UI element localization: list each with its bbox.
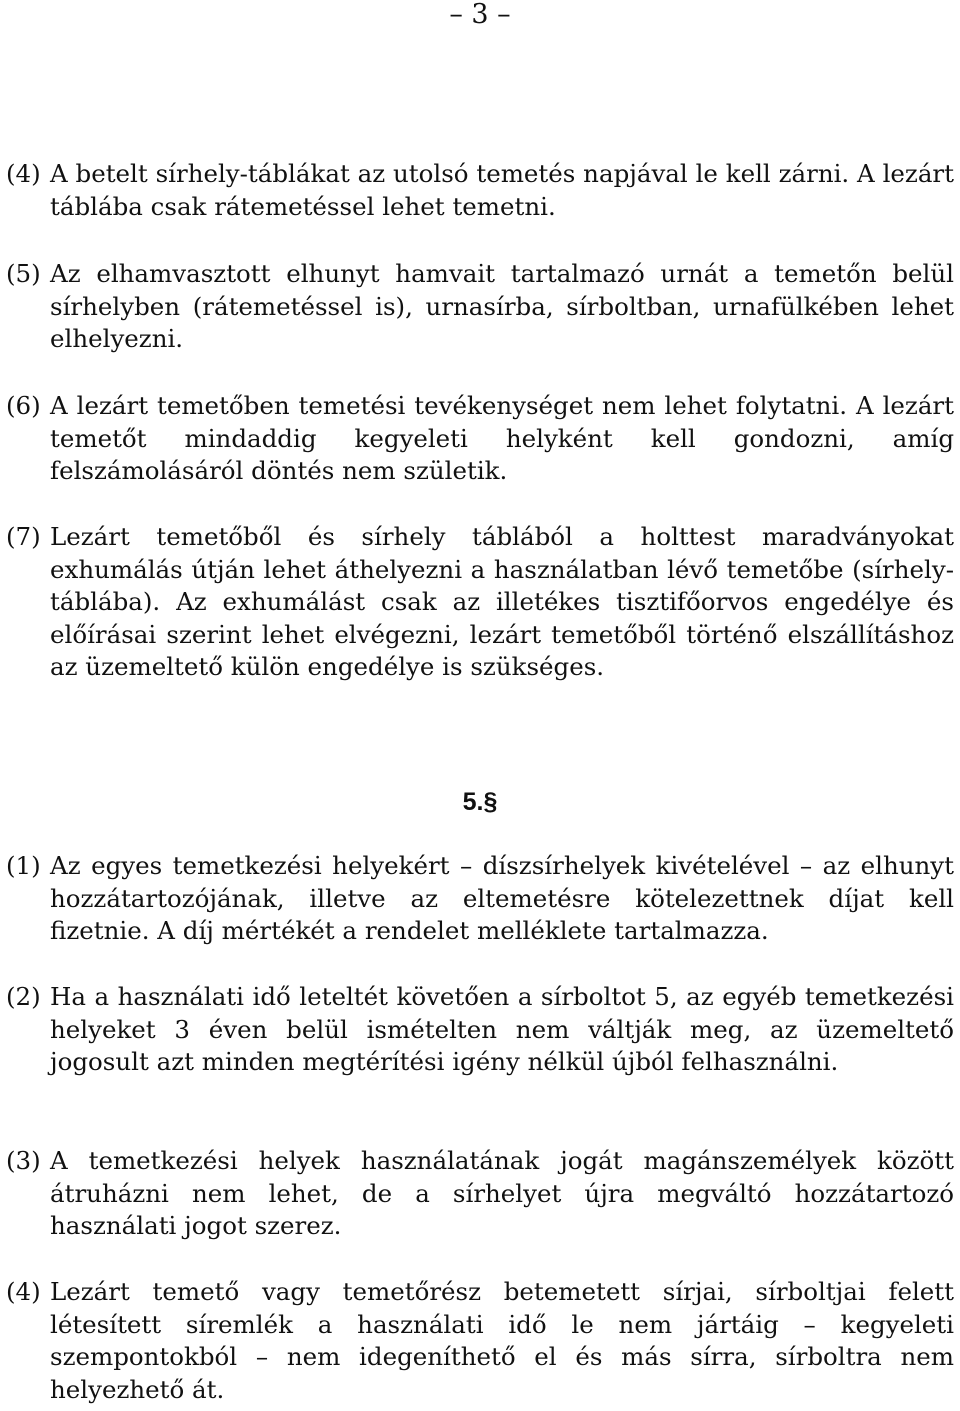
paragraph-text: A temetkezési helyek használatának jogát magánszemélyek között átruházni nem lehet, de a sírhelyet újra megváltó hozzátartozó használati jogot szerez.: [50, 1146, 954, 1240]
paragraph-text: Lezárt temető vagy temetőrész betemetett sírjai, sírboltjai felett létesített síremlék a használati idő le nem jártáig – kegyeleti szempontokból – nem idegeníthető el és más sírra, sírboltra nem helyezhető át.: [50, 1277, 954, 1404]
paragraph-text: A lezárt temetőben temetési tevékenységet nem lehet folytatni. A lezárt temetőt mindaddig kegyeleti helyként kell gondozni, amíg felszámolásáról döntés nem születik.: [50, 391, 954, 485]
paragraph-number: (5): [6, 259, 41, 288]
paragraph-2-bottom: [6, 981, 954, 1079]
page-number: – 3 –: [449, 0, 511, 30]
paragraph-5-top: [6, 258, 954, 356]
paragraph-number: (2): [6, 982, 41, 1011]
paragraph-number: (3): [6, 1146, 41, 1175]
paragraph-1-bottom: [6, 850, 954, 948]
paragraph-6-top: [6, 390, 954, 488]
paragraph-7-top: [6, 521, 954, 684]
paragraph-3-bottom: [6, 1145, 954, 1243]
paragraph-text: A betelt sírhely-táblákat az utolsó temetés napjával le kell zárni. A lezárt táblába csak rátemetéssel lehet temetni.: [50, 159, 954, 221]
paragraph-4-bottom: [6, 1276, 954, 1406]
paragraph-text: Lezárt temetőből és sírhely táblából a holttest maradványokat exhumálás útján lehet áthelyezni a használatban lévő temetőbe (sírhely-táblába). Az exhumálást csak az illetékes tisztifőorvos engedélye és előírásai szerint lehet elvégezni, lezárt temetőből történő elszállításhoz az üzemeltető külön engedélye is szükséges.: [50, 522, 954, 681]
paragraph-4-top: [6, 158, 954, 223]
paragraph-text: Az egyes temetkezési helyekért – díszsírhelyek kivételével – az elhunyt hozzátartozójának, illetve az eltemetésre kötelezettnek díjat kell fizetnie. A díj mértékét a rendelet melléklete tartalmazza.: [50, 851, 954, 945]
paragraph-text: Az elhamvasztott elhunyt hamvait tartalmazó urnát a temetőn belül sírhelyben (rátemetéssel is), urnasírba, sírboltban, urnafülkében lehet elhelyezni.: [50, 259, 954, 353]
section-title: 5.§: [462, 788, 498, 816]
paragraph-number: (6): [6, 391, 41, 420]
paragraph-number: (4): [6, 1277, 41, 1306]
paragraph-number: (4): [6, 159, 41, 188]
paragraph-number: (7): [6, 522, 41, 551]
paragraph-number: (1): [6, 851, 41, 880]
paragraph-text: Ha a használati idő leteltét követően a sírboltot 5, az egyéb temetkezési helyeket 3 éven belül ismételten nem váltják meg, az üzemeltető jogosult azt minden megtérítési igény nélkül újból felhasználni.: [50, 982, 954, 1076]
